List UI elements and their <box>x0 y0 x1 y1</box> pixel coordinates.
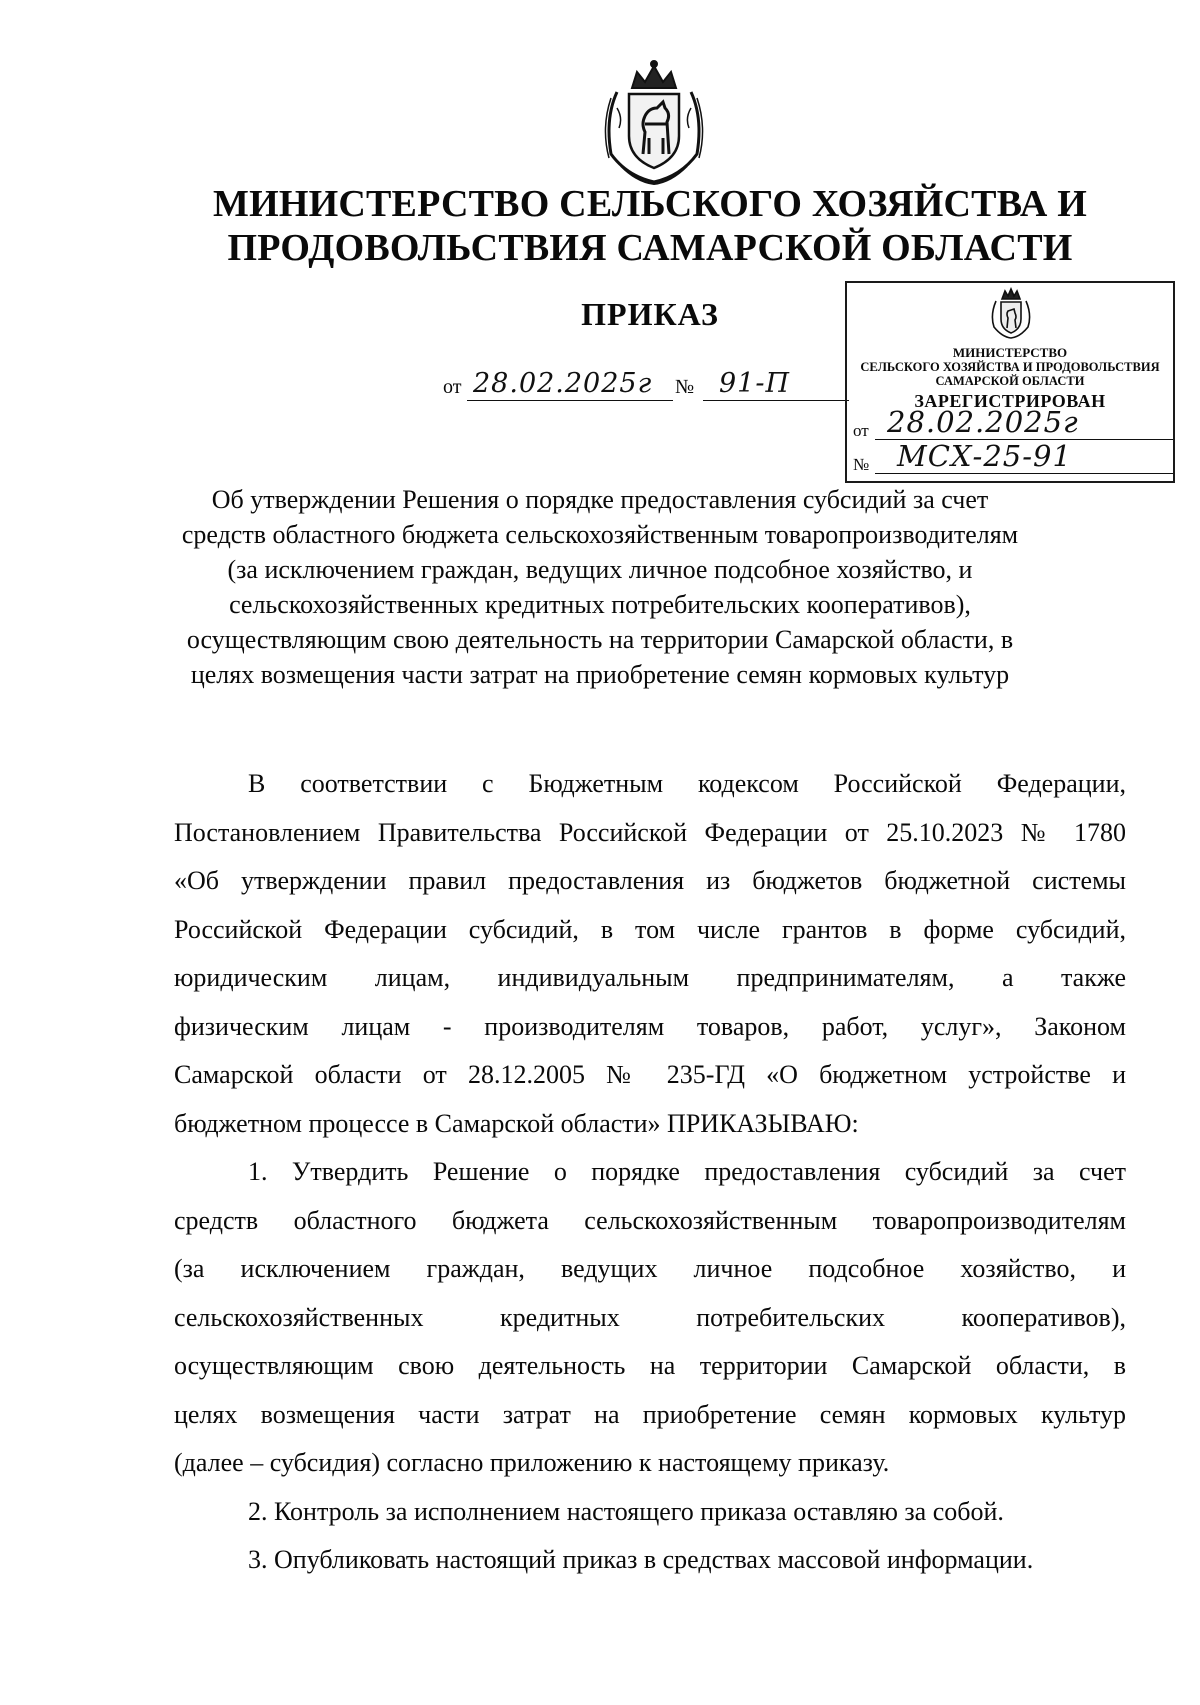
body-line: (за исключением граждан, ведущих личное подсобное хозяйство, и <box>174 1254 1126 1283</box>
preamble-paragraph <box>174 760 1126 1148</box>
stamp-line1: МИНИСТЕРСТВО <box>952 345 1068 360</box>
document-type-title: ПРИКАЗ <box>581 296 719 332</box>
order-date-number-line <box>443 368 853 404</box>
date-label: от <box>443 376 462 398</box>
stamp-handwritten-date: 28.02.2025г <box>887 405 1079 439</box>
item-3-paragraph: 3. Опубликовать настоящий приказ в средствах массовой информации. <box>248 1545 1034 1574</box>
body-line: Постановлением Правительства Российской Федерации от 25.10.2023 № 1780 <box>174 817 1126 847</box>
body-line: сельскохозяйственных кредитных потребительских кооперативов), <box>174 1302 1126 1332</box>
stamp-number-underline <box>875 473 1173 474</box>
stamp-coat-of-arms-icon <box>988 287 1034 339</box>
ministry-name <box>200 182 1100 270</box>
stamp-date-label: от <box>853 421 869 440</box>
coat-of-arms-emblem <box>597 58 711 188</box>
body-line: осуществляющим свою деятельность на территории Самарской области, в <box>174 1351 1126 1380</box>
body-line: целях возмещения части затрат на приобретение семян кормовых культур <box>174 1399 1126 1429</box>
stamp-line2: СЕЛЬСКОГО ХОЗЯЙСТВА И ПРОДОВОЛЬСТВИЯ <box>860 360 1160 374</box>
body-line: Российской Федерации субсидий, в том числе грантов в форме субсидий, <box>174 914 1126 944</box>
stamp-status: ЗАРЕГИСТРИРОВАН <box>914 391 1106 411</box>
handwritten-number: 91-П <box>719 368 791 399</box>
number-label: № <box>675 376 695 398</box>
body-line: (далее – субсидия) согласно приложению к настоящему приказу. <box>174 1448 890 1477</box>
order-body <box>174 760 1126 1585</box>
subject-line: сельскохозяйственных кредитных потребительских кооперативов), <box>229 590 971 619</box>
registration-stamp <box>845 281 1175 483</box>
date-underline <box>467 400 673 401</box>
body-line: 1. Утвердить Решение о порядке предоставления субсидий за счет <box>248 1157 1126 1186</box>
body-line: средств областного бюджета сельскохозяйственным товаропроизводителям <box>174 1205 1126 1235</box>
stamp-handwritten-number: МСХ-25-91 <box>897 439 1072 473</box>
subject-line: целях возмещения части затрат на приобретение семян кормовых культур <box>190 660 1010 689</box>
stamp-number-label: № <box>853 455 870 474</box>
body-line: физическим лицам - производителям товаров, работ, услуг», Законом <box>174 1011 1126 1041</box>
body-line: «Об утверждении правил предоставления из бюджетов бюджетной системы <box>174 866 1126 895</box>
body-line: юридическим лицам, индивидуальным предпринимателям, а также <box>174 963 1126 992</box>
handwritten-date: 28.02.2025г <box>473 368 653 399</box>
subject-line: Об утверждении Решения о порядке предоставления субсидий за счет <box>211 485 989 514</box>
order-subject <box>150 482 1050 692</box>
body-line: В соответствии с Бюджетным кодексом Российской Федерации, <box>248 769 1126 798</box>
stamp-date-row <box>853 405 1169 441</box>
subject-line: (за исключением граждан, ведущих личное подсобное хозяйство, и <box>227 555 973 584</box>
number-underline <box>703 400 849 401</box>
body-line: бюджетном процессе в Самарской области» ПРИКАЗЫВАЮ: <box>174 1108 859 1138</box>
ministry-name-line2: ПРОДОВОЛЬСТВИЯ САМАРСКОЙ ОБЛАСТИ <box>227 227 1073 269</box>
subject-line: средств областного бюджета сельскохозяйственным товаропроизводителям <box>181 520 1019 549</box>
ministry-name-line1: МИНИСТЕРСТВО СЕЛЬСКОГО ХОЗЯЙСТВА И <box>213 183 1087 225</box>
item-2-paragraph: 2. Контроль за исполнением настоящего приказа оставляю за собой. <box>248 1496 1004 1526</box>
body-line: Самарской области от 28.12.2005 № 235-ГД «О бюджетном устройстве и <box>174 1060 1126 1089</box>
item-1-paragraph <box>174 1148 1126 1488</box>
subject-line: осуществляющим свою деятельность на территории Самарской области, в <box>186 625 1014 654</box>
stamp-line3: САМАРСКОЙ ОБЛАСТИ <box>935 374 1085 388</box>
stamp-number-row <box>853 439 1169 475</box>
